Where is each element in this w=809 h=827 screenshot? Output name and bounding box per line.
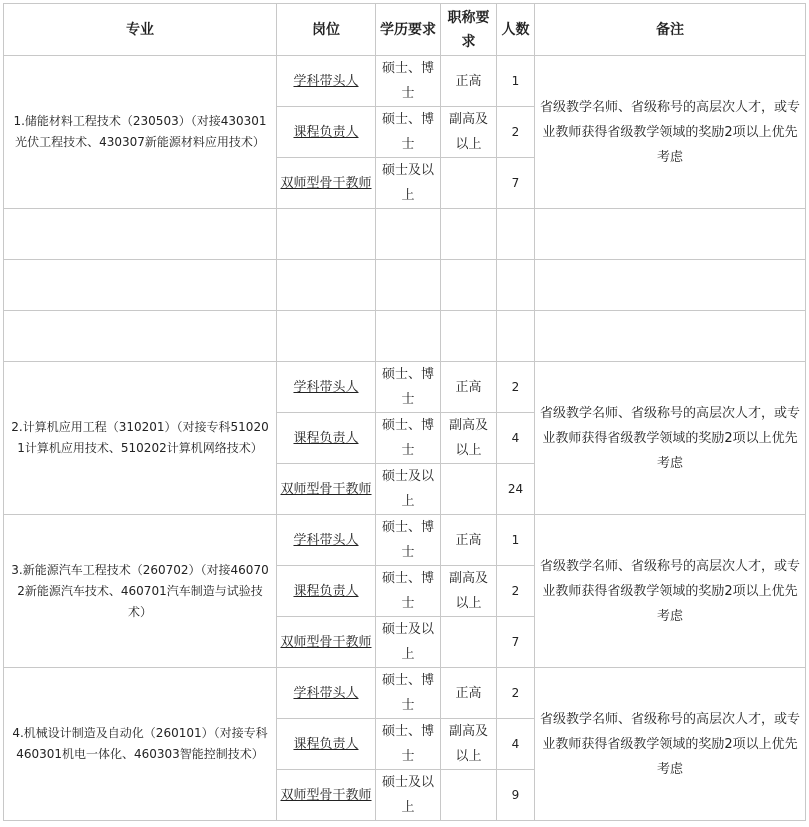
- count-cell: 2: [497, 362, 535, 413]
- table-row: [4, 362, 806, 413]
- header-education: 学历要求: [376, 4, 441, 56]
- education-cell: 硕士、博士: [376, 719, 441, 770]
- education-cell: 硕士、博士: [376, 56, 441, 107]
- position-link[interactable]: 双师型骨干教师: [280, 787, 372, 803]
- count-cell: 4: [497, 413, 535, 464]
- position-link[interactable]: 课程负责人: [293, 430, 359, 446]
- education-cell: 硕士、博士: [376, 362, 441, 413]
- count-cell: 2: [497, 107, 535, 158]
- education-cell: 硕士及以上: [376, 158, 441, 209]
- empty-row: [4, 260, 806, 311]
- title-cell: 正高: [441, 56, 497, 107]
- title-cell: 正高: [441, 668, 497, 719]
- education-cell: 硕士及以上: [376, 617, 441, 668]
- position-link[interactable]: 学科带头人: [293, 685, 359, 701]
- count-cell: 9: [497, 770, 535, 821]
- note-cell: 省级教学名师、省级称号的高层次人才，或专业教师获得省级教学领域的奖励2项以上优先考虑: [535, 668, 806, 821]
- major-cell: 2.计算机应用工程（310201）（对接专科510201计算机应用技术、510202计算机网络技术）: [4, 362, 277, 515]
- header-note: 备注: [535, 4, 806, 56]
- position-link[interactable]: 双师型骨干教师: [280, 175, 372, 191]
- position-link[interactable]: 课程负责人: [293, 124, 359, 140]
- position-cell: [277, 413, 376, 464]
- position-link[interactable]: 学科带头人: [293, 379, 359, 395]
- title-cell: [441, 770, 497, 821]
- education-cell: 硕士、博士: [376, 566, 441, 617]
- title-cell: 副高及以上: [441, 413, 497, 464]
- header-row: [4, 4, 806, 56]
- position-cell: [277, 617, 376, 668]
- title-cell: 正高: [441, 515, 497, 566]
- position-link[interactable]: 课程负责人: [293, 583, 359, 599]
- position-cell: [277, 515, 376, 566]
- position-link[interactable]: 双师型骨干教师: [280, 481, 372, 497]
- education-cell: 硕士、博士: [376, 107, 441, 158]
- empty-row: [4, 311, 806, 362]
- major-cell: 3.新能源汽车工程技术（260702）（对接460702新能源汽车技术、460701汽车制造与试验技术）: [4, 515, 277, 668]
- title-cell: 正高: [441, 362, 497, 413]
- position-cell: [277, 668, 376, 719]
- count-cell: 24: [497, 464, 535, 515]
- note-cell: 省级教学名师、省级称号的高层次人才，或专业教师获得省级教学领域的奖励2项以上优先考虑: [535, 362, 806, 515]
- education-cell: 硕士、博士: [376, 515, 441, 566]
- header-position: 岗位: [277, 4, 376, 56]
- title-cell: [441, 158, 497, 209]
- major-cell: 4.机械设计制造及自动化（260101）（对接专科460301机电一体化、460303智能控制技术）: [4, 668, 277, 821]
- education-cell: 硕士、博士: [376, 413, 441, 464]
- header-title: 职称要求: [441, 4, 497, 56]
- title-cell: [441, 464, 497, 515]
- title-cell: [441, 617, 497, 668]
- table-row: [4, 668, 806, 719]
- position-cell: [277, 719, 376, 770]
- position-cell: [277, 770, 376, 821]
- title-cell: 副高及以上: [441, 719, 497, 770]
- empty-row: [4, 209, 806, 260]
- position-cell: [277, 362, 376, 413]
- count-cell: 4: [497, 719, 535, 770]
- position-link[interactable]: 学科带头人: [293, 532, 359, 548]
- count-cell: 2: [497, 566, 535, 617]
- table-row: [4, 56, 806, 107]
- recruitment-table: [3, 3, 806, 821]
- count-cell: 1: [497, 515, 535, 566]
- major-cell: 1.储能材料工程技术（230503）（对接430301光伏工程技术、430307新能源材料应用技术）: [4, 56, 277, 209]
- header-count: 人数: [497, 4, 535, 56]
- position-cell: [277, 464, 376, 515]
- header-major: 专业: [4, 4, 277, 56]
- title-cell: 副高及以上: [441, 566, 497, 617]
- education-cell: 硕士及以上: [376, 770, 441, 821]
- count-cell: 2: [497, 668, 535, 719]
- position-link[interactable]: 双师型骨干教师: [280, 634, 372, 650]
- note-cell: 省级教学名师、省级称号的高层次人才，或专业教师获得省级教学领域的奖励2项以上优先考虑: [535, 56, 806, 209]
- note-cell: 省级教学名师、省级称号的高层次人才，或专业教师获得省级教学领域的奖励2项以上优先考虑: [535, 515, 806, 668]
- education-cell: 硕士、博士: [376, 668, 441, 719]
- position-link[interactable]: 课程负责人: [293, 736, 359, 752]
- position-cell: [277, 566, 376, 617]
- position-link[interactable]: 学科带头人: [293, 73, 359, 89]
- position-cell: [277, 56, 376, 107]
- table-row: [4, 515, 806, 566]
- title-cell: 副高及以上: [441, 107, 497, 158]
- count-cell: 1: [497, 56, 535, 107]
- position-cell: [277, 158, 376, 209]
- count-cell: 7: [497, 158, 535, 209]
- position-cell: [277, 107, 376, 158]
- education-cell: 硕士及以上: [376, 464, 441, 515]
- count-cell: 7: [497, 617, 535, 668]
